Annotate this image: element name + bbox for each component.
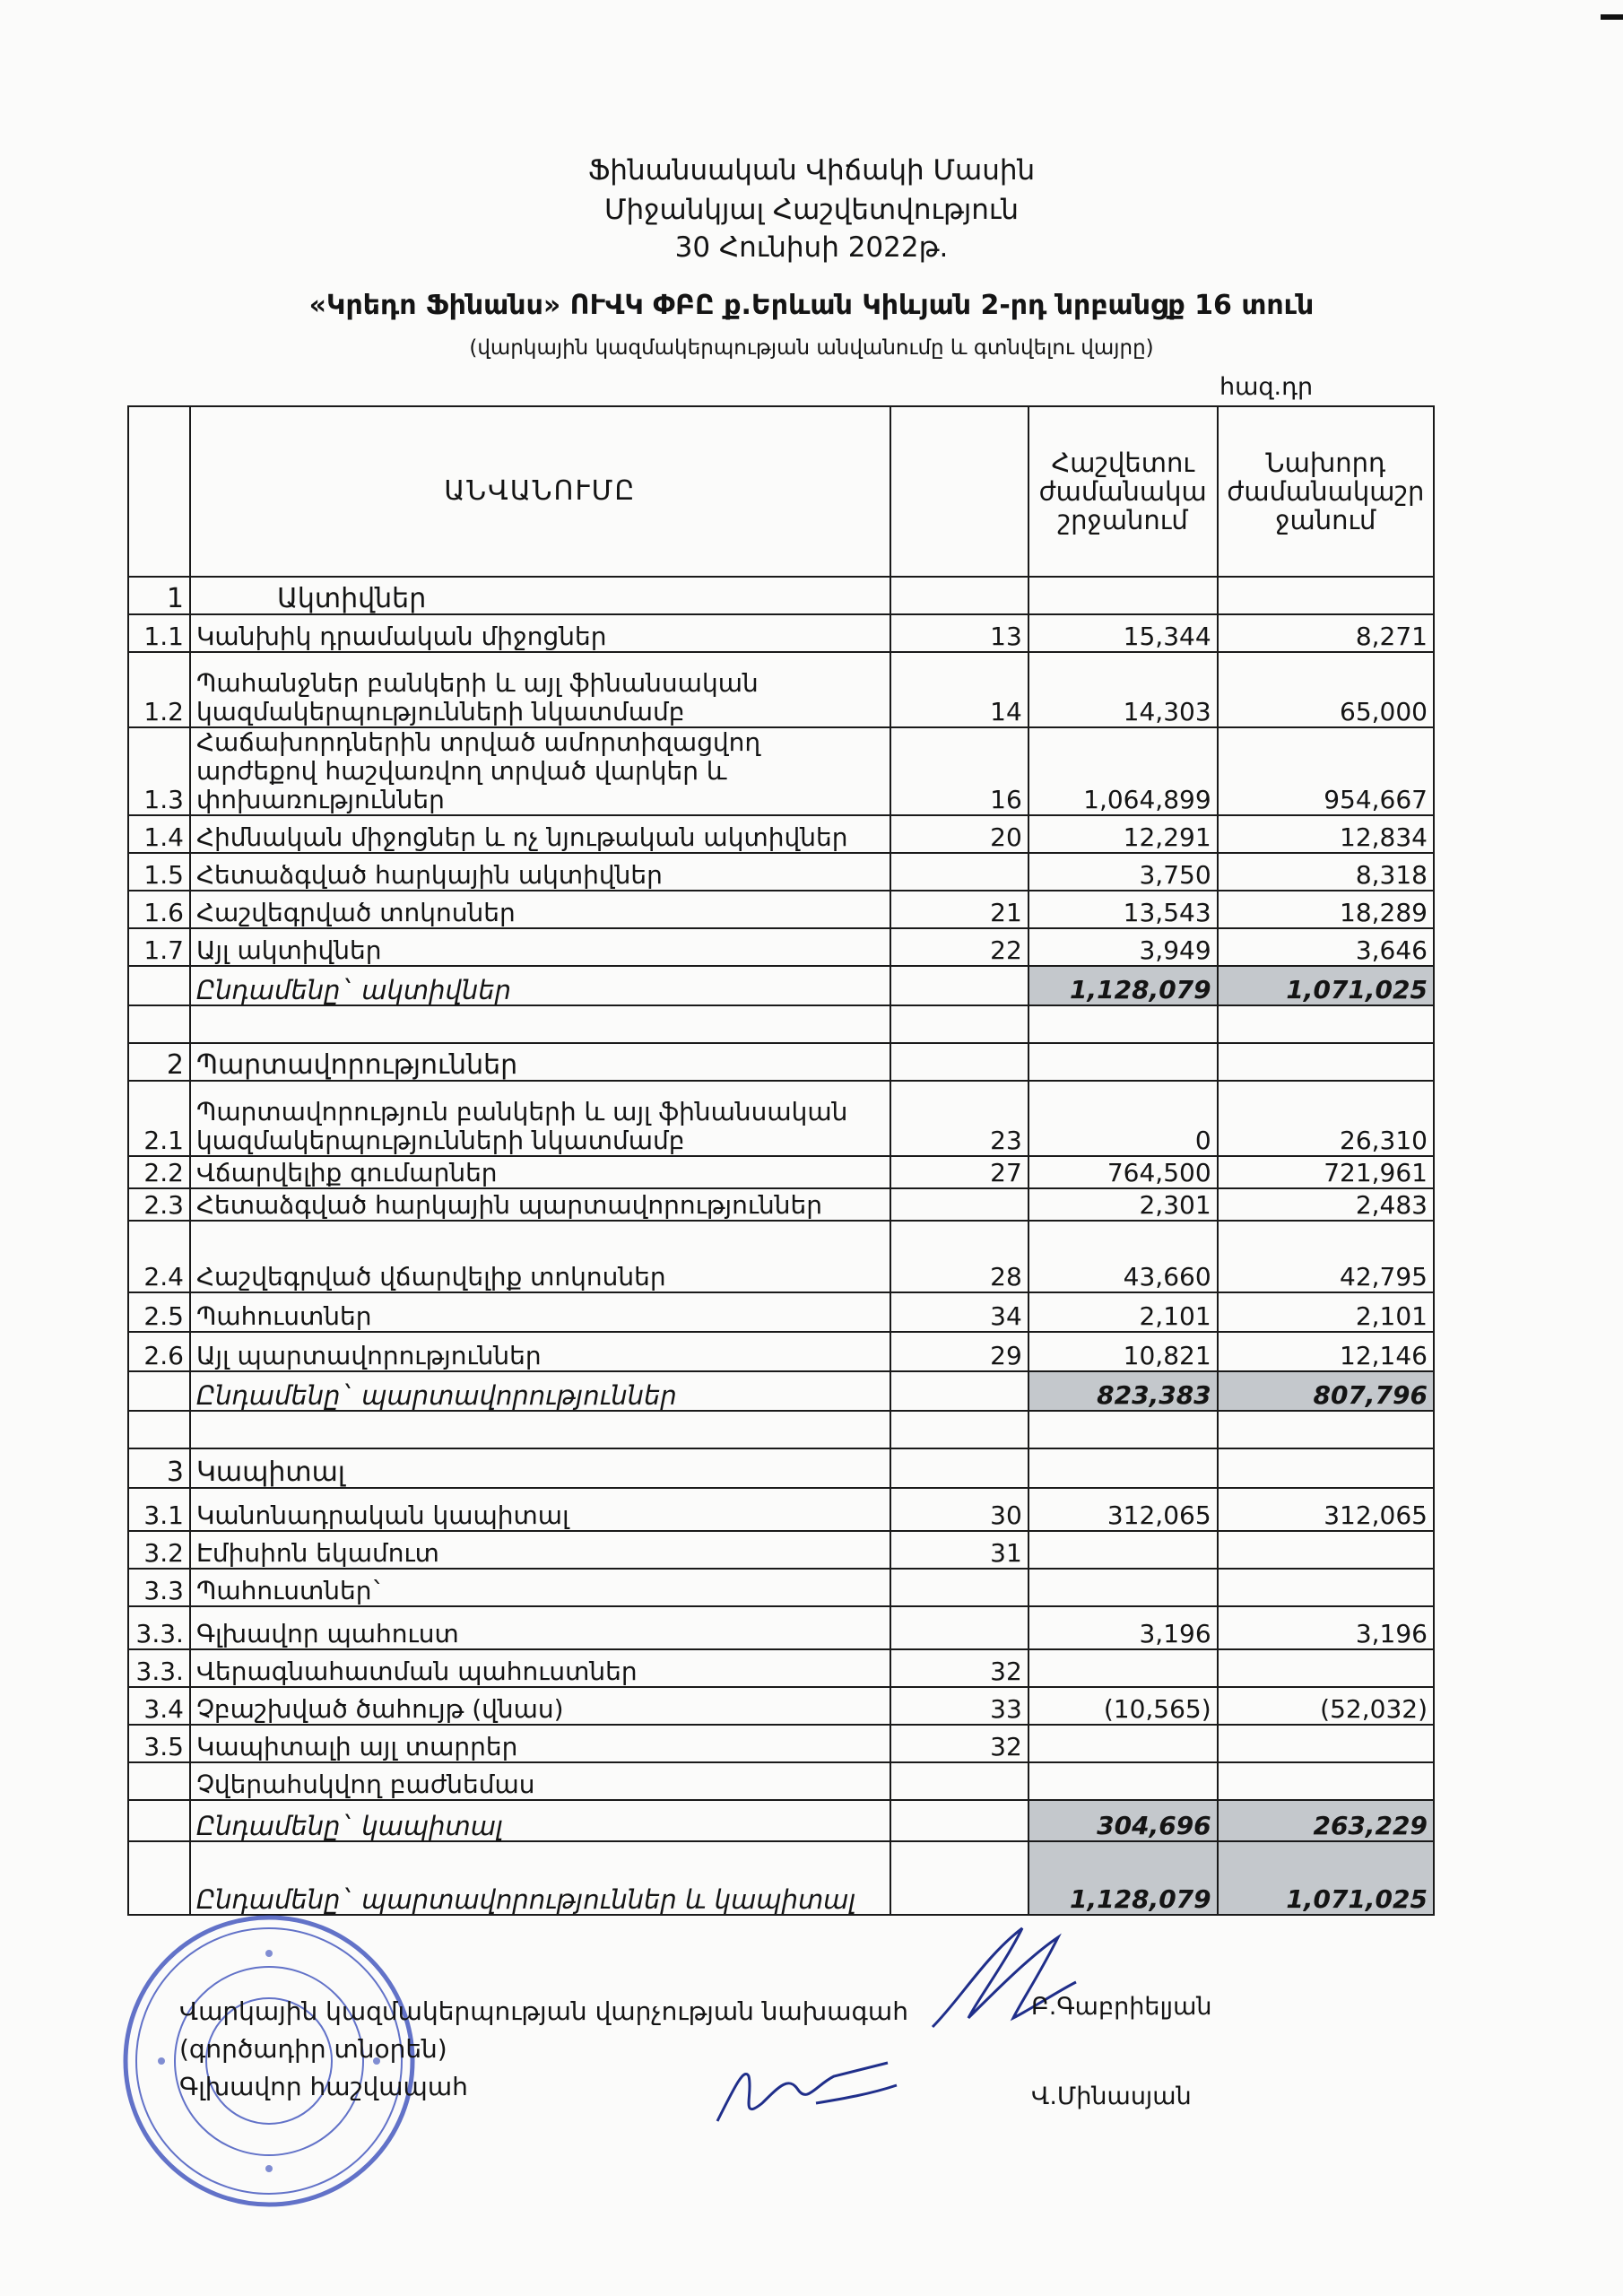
row-previous <box>1218 1762 1434 1800</box>
row-note: 20 <box>890 815 1028 853</box>
row-current: 1,064,899 <box>1028 727 1218 815</box>
total-current: 1,128,079 <box>1028 966 1218 1005</box>
table-row <box>128 1156 1434 1188</box>
row-note <box>890 1606 1028 1649</box>
table-row <box>128 891 1434 928</box>
row-name: Չբաշխված ծահույթ (վնաս) <box>190 1687 890 1725</box>
section-row-assets <box>128 577 1434 614</box>
header-note-cell <box>890 406 1028 577</box>
row-current: (10,565) <box>1028 1687 1218 1725</box>
row-previous <box>1218 1725 1434 1762</box>
row-note: 13 <box>890 614 1028 652</box>
row-current <box>1028 1649 1218 1687</box>
row-name: Վերագնահատման պահուստներ <box>190 1649 890 1687</box>
row-number: 2.3 <box>128 1188 190 1221</box>
row-number: 1.6 <box>128 891 190 928</box>
total-label: Ընդամենը` պարտավորություններ <box>190 1371 890 1411</box>
table-row <box>128 1725 1434 1762</box>
row-name: Հաշվեգրված տոկոսներ <box>190 891 890 928</box>
row-previous: 12,834 <box>1218 815 1434 853</box>
row-current: 2,301 <box>1028 1188 1218 1221</box>
row-number: 2.4 <box>128 1221 190 1292</box>
total-previous: 1,071,025 <box>1218 966 1434 1005</box>
total-previous: 807,796 <box>1218 1371 1434 1411</box>
chairman-signature <box>924 1919 1085 2045</box>
row-current: 3,949 <box>1028 928 1218 966</box>
chair-title: Վարկային կազմակերպության վարչության նախագահ <box>179 1996 908 2026</box>
row-number: 1.7 <box>128 928 190 966</box>
table-row <box>128 853 1434 891</box>
section-title: Ակտիվներ <box>276 583 427 614</box>
table-row <box>128 1687 1434 1725</box>
row-previous: 12,146 <box>1218 1332 1434 1371</box>
row-name: Այլ պարտավորություններ <box>190 1332 890 1371</box>
row-name: Վճարվելիք գումարներ <box>190 1156 890 1188</box>
row-current: 15,344 <box>1028 614 1218 652</box>
row-name: Հաշվեգրված վճարվելիք տոկոսներ <box>190 1221 890 1292</box>
total-current: 823,383 <box>1028 1371 1218 1411</box>
table-header-row <box>128 406 1434 577</box>
row-current <box>1028 1531 1218 1569</box>
row-number <box>128 1762 190 1800</box>
row-number: 3.2 <box>128 1531 190 1569</box>
row-number: 1.2 <box>128 652 190 727</box>
row-note: 30 <box>890 1488 1028 1531</box>
row-number: 2.6 <box>128 1332 190 1371</box>
row-name: Հետաձգված հարկային պարտավորություններ <box>190 1188 890 1221</box>
row-note <box>890 1188 1028 1221</box>
row-note: 21 <box>890 891 1028 928</box>
signature-block <box>179 1993 908 2106</box>
table-row <box>128 1606 1434 1649</box>
row-current <box>1028 1762 1218 1800</box>
organization-line: «Կրեդո Ֆինանս» ՈՒՎԿ ՓԲԸ ք.Երևան Կիևյան 2-րդ նրբանցք 16 տուն <box>308 290 1315 321</box>
row-name: Հիմնական միջոցներ և ոչ նյութական ակտիվներ <box>190 815 890 853</box>
row-current: 12,291 <box>1028 815 1218 853</box>
row-number: 2.1 <box>128 1081 190 1156</box>
row-current <box>1028 1725 1218 1762</box>
row-name: Կապիտալի այլ տարրեր <box>190 1725 890 1762</box>
row-number: 3.3 <box>128 1569 190 1606</box>
row-note: 22 <box>890 928 1028 966</box>
row-name: Կանոնադրական կապիտալ <box>190 1488 890 1531</box>
table-row <box>128 1332 1434 1371</box>
section-number: 1 <box>128 577 190 614</box>
row-note: 16 <box>890 727 1028 815</box>
section-row-capital <box>128 1448 1434 1488</box>
row-note: 32 <box>890 1649 1028 1687</box>
row-previous: 26,310 <box>1218 1081 1434 1156</box>
row-number: 2.2 <box>128 1156 190 1188</box>
row-current: 14,303 <box>1028 652 1218 727</box>
table-row <box>128 1081 1434 1156</box>
row-current: 764,500 <box>1028 1156 1218 1188</box>
row-name: Պահուստներ` <box>190 1569 890 1606</box>
row-number: 2.5 <box>128 1292 190 1332</box>
table-row <box>128 1221 1434 1292</box>
row-previous <box>1218 1649 1434 1687</box>
accountant-name: Վ.Մինասյան <box>1031 2083 1192 2110</box>
header-current-period: Հաշվետու ժամանակա շրջանում <box>1028 406 1218 577</box>
chair-name: Բ.Գաբրիելյան <box>1031 1993 1212 2021</box>
row-name: Պարտավորություն բանկերի և այլ ֆինանսական կազմակերպությունների նկատմամբ <box>190 1081 890 1156</box>
total-row-liabilities <box>128 1371 1434 1411</box>
section-number: 3 <box>128 1448 190 1488</box>
total-current: 1,128,079 <box>1028 1841 1218 1915</box>
row-previous <box>1218 1569 1434 1606</box>
row-note: 31 <box>890 1531 1028 1569</box>
row-note <box>890 1569 1028 1606</box>
report-date: 30 Հունիսի 2022թ. <box>674 231 949 264</box>
total-row-capital <box>128 1800 1434 1841</box>
row-note: 34 <box>890 1292 1028 1332</box>
row-note: 32 <box>890 1725 1028 1762</box>
row-number: 1.1 <box>128 614 190 652</box>
table-row <box>128 614 1434 652</box>
total-previous: 263,229 <box>1218 1800 1434 1841</box>
row-current: 13,543 <box>1028 891 1218 928</box>
table-row <box>128 1531 1434 1569</box>
section-title: Կապիտալ <box>190 1448 890 1488</box>
row-number: 1.3 <box>128 727 190 815</box>
row-previous: 3,646 <box>1218 928 1434 966</box>
row-name: Հետաձգված հարկային ակտիվներ <box>190 853 890 891</box>
accountant-title: Գլխավոր հաշվապահ <box>179 2072 468 2101</box>
total-current: 304,696 <box>1028 1800 1218 1841</box>
row-note: 28 <box>890 1221 1028 1292</box>
row-previous: 42,795 <box>1218 1221 1434 1292</box>
row-previous <box>1218 1531 1434 1569</box>
row-name: Հաճախորդներին տրված ամորտիզացվող արժեքով հաշվառվող տրված վարկեր և փոխառություններ <box>190 727 890 815</box>
row-note: 23 <box>890 1081 1028 1156</box>
organization-caption: (վարկային կազմակերպության անվանումը և գտնվելու վայրը) <box>469 336 1154 360</box>
row-current: 43,660 <box>1028 1221 1218 1292</box>
header-previous-period: Նախորդ ժամանակաշր ջանում <box>1218 406 1434 577</box>
row-number: 3.1 <box>128 1488 190 1531</box>
spacer-row <box>128 1411 1434 1448</box>
row-previous: 2,101 <box>1218 1292 1434 1332</box>
total-row-assets <box>128 966 1434 1005</box>
balance-sheet-table <box>127 405 1435 1916</box>
row-number: 3.4 <box>128 1687 190 1725</box>
row-number: 3.3. <box>128 1606 190 1649</box>
row-name: Կանխիկ դրամական միջոցներ <box>190 614 890 652</box>
row-name: Պահանջներ բանկերի և այլ ֆինանսական կազմակերպությունների նկատմամբ <box>190 652 890 727</box>
row-name: Պահուստներ <box>190 1292 890 1332</box>
section-number: 2 <box>128 1043 190 1081</box>
row-current: 312,065 <box>1028 1488 1218 1531</box>
total-row-liabilities-and-capital <box>128 1841 1434 1915</box>
table-row <box>128 652 1434 727</box>
row-current: 3,196 <box>1028 1606 1218 1649</box>
row-previous: (52,032) <box>1218 1687 1434 1725</box>
row-previous: 8,271 <box>1218 614 1434 652</box>
report-subtitle: Միջանկյալ Հաշվետվություն <box>603 194 1020 226</box>
row-previous: 2,483 <box>1218 1188 1434 1221</box>
total-previous: 1,071,025 <box>1218 1841 1434 1915</box>
table-row <box>128 1488 1434 1531</box>
table-row <box>128 815 1434 853</box>
row-name: Այլ ակտիվներ <box>190 928 890 966</box>
section-title: Պարտավորություններ <box>190 1043 890 1081</box>
chair-subtitle: (գործադիր տնօրեն) <box>179 2034 447 2064</box>
row-number: 3.5 <box>128 1725 190 1762</box>
table-row <box>128 1569 1434 1606</box>
row-previous: 721,961 <box>1218 1156 1434 1188</box>
report-title: Ֆինանսական Վիճակի Մասին <box>587 154 1036 187</box>
row-current <box>1028 1569 1218 1606</box>
row-number: 3.3. <box>128 1649 190 1687</box>
row-previous: 65,000 <box>1218 652 1434 727</box>
corner-mark <box>1601 14 1623 20</box>
row-current: 2,101 <box>1028 1292 1218 1332</box>
table-row <box>128 928 1434 966</box>
total-label: Ընդամենը` ակտիվներ <box>190 966 890 1005</box>
table-row <box>128 1292 1434 1332</box>
row-name: Չվերահսկվող բաժնեմաս <box>190 1762 890 1800</box>
section-row-liabilities <box>128 1043 1434 1081</box>
table-row <box>128 1649 1434 1687</box>
row-note: 29 <box>890 1332 1028 1371</box>
row-current: 0 <box>1028 1081 1218 1156</box>
total-label: Ընդամենը` պարտավորություններ և կապիտալ <box>190 1841 890 1915</box>
row-previous: 954,667 <box>1218 727 1434 815</box>
header-index-cell <box>128 406 190 577</box>
row-previous: 3,196 <box>1218 1606 1434 1649</box>
row-current: 10,821 <box>1028 1332 1218 1371</box>
spacer-row <box>128 1005 1434 1043</box>
row-current: 3,750 <box>1028 853 1218 891</box>
row-number: 1.5 <box>128 853 190 891</box>
currency-unit: հազ.դր <box>1219 373 1314 401</box>
row-note <box>890 1762 1028 1800</box>
table-row <box>128 1188 1434 1221</box>
total-label: Ընդամենը` կապիտալ <box>190 1800 890 1841</box>
row-note: 33 <box>890 1687 1028 1725</box>
row-previous: 8,318 <box>1218 853 1434 891</box>
row-name: Էմիսիոն եկամուտ <box>190 1531 890 1569</box>
table-row <box>128 1762 1434 1800</box>
row-previous: 312,065 <box>1218 1488 1434 1531</box>
row-number: 1.4 <box>128 815 190 853</box>
row-previous: 18,289 <box>1218 891 1434 928</box>
row-note <box>890 853 1028 891</box>
row-name: Գլխավոր պահուստ <box>190 1606 890 1649</box>
header-name: ԱՆՎԱՆՈՒՄԸ <box>190 406 890 577</box>
row-note: 14 <box>890 652 1028 727</box>
row-note: 27 <box>890 1156 1028 1188</box>
table-row <box>128 727 1434 815</box>
